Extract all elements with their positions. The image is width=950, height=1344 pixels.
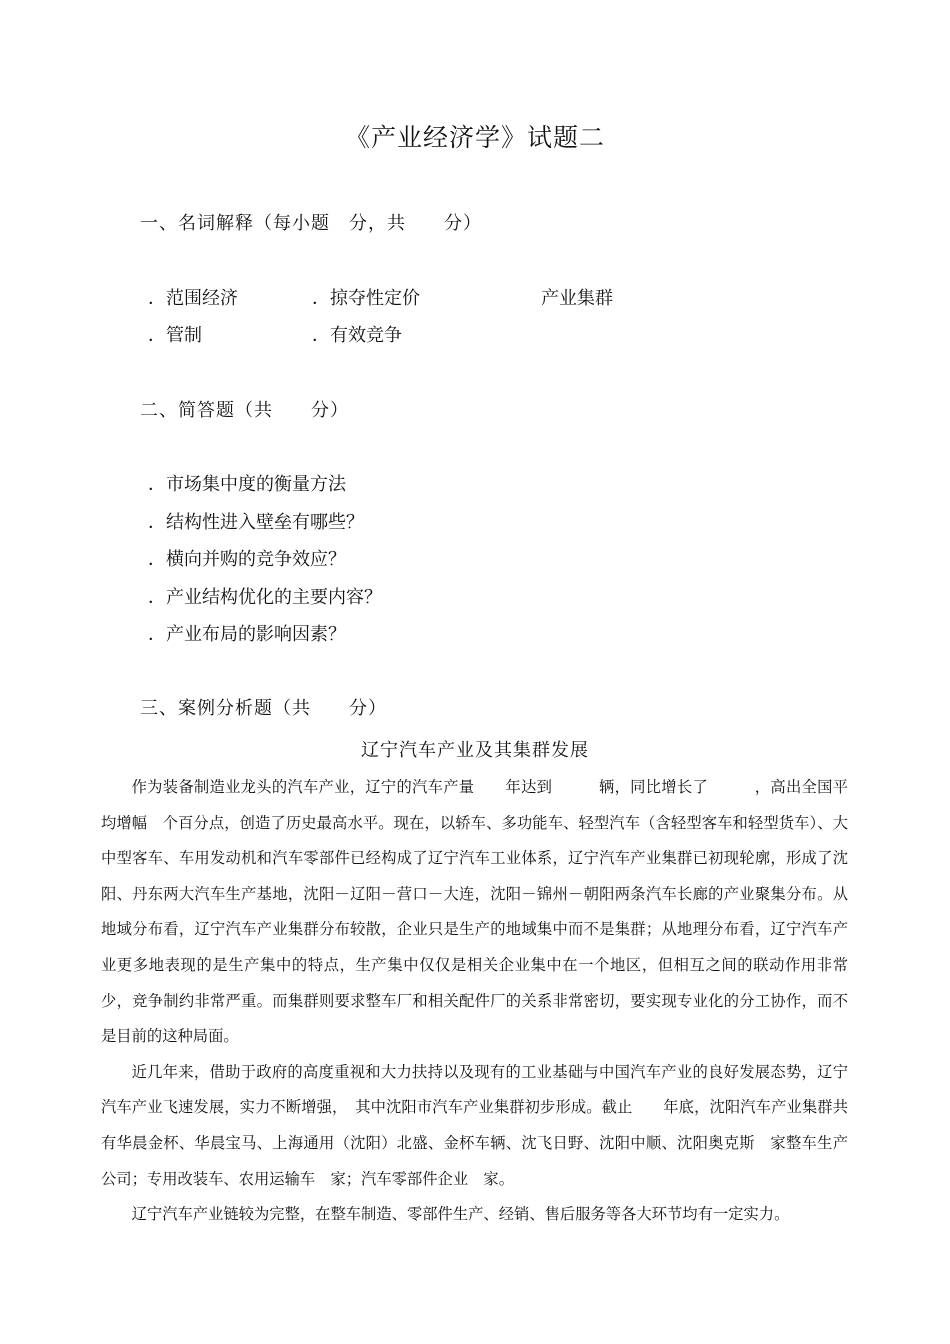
term-item: ．管制: [148, 325, 202, 346]
question-item: ．产业结构优化的主要内容？: [148, 587, 382, 608]
section-heading-short-answer: 二、简答题（共 分）: [140, 400, 349, 421]
question-item: ．结构性进入壁垒有哪些？: [148, 512, 364, 533]
question-item: ．产业布局的影响因素？: [148, 624, 346, 645]
question-item: ．市场集中度的衡量方法: [148, 474, 346, 495]
case-title: 辽宁汽车产业及其集群发展: [361, 740, 589, 761]
document-title: 《产业经济学》试题二: [344, 123, 605, 152]
case-body: [101, 770, 848, 1233]
case-paragraph: 作为装备制造业龙头的汽车产业，辽宁的汽车产量 年达到 辆，同比增长了 ，高出全国平均增幅 个百分点，创造了历史最高水平。现在，以轿车、多功能车、轻型汽车（含轻型客车和轻型货车）、大中型客车、车用发动机和汽车零部件已经构成了辽宁汽车工业体系，辽宁汽车产业集群已初现轮廓，形成了沈阳、丹东两大汽车生产基地，沈阳－辽阳－营口－大连，沈阳－锦州－朝阳两条汽车长廊的产业聚集分布。从地域分布看，辽宁汽车产业集群分布较散，企业只是生产的地域集中而不是集群；从地理分布看，辽宁汽车产业更多地表现的是生产集中的特点，生产集中仅仅是相关企业集中在一个地区，但相互之间的联动作用非常少，竞争制约非常严重。而集群则要求整车厂和相关配件厂的关系非常密切，要实现专业化的分工协作，而不是目前的这种局面。: [101, 778, 848, 1046]
case-paragraph: 辽宁汽车产业链较为完整，在整车制造、零部件生产、经销、售后服务等各大环节均有一定实力。: [131, 1205, 790, 1224]
term-item: ．范围经济: [148, 288, 238, 309]
case-paragraph: 近几年来，借助于政府的高度重视和大力扶持以及现有的工业基础与中国汽车产业的良好发展态势，辽宁汽车产业飞速发展，实力不断增强， 其中沈阳市汽车产业集群初步形成。截止 年底，沈阳汽车产业集群共有华晨金杯、华晨宝马、上海通用（沈阳）北盛、金杯车辆、沈飞日野、沈阳中顺、沈阳奥克斯 家整车生产公司；专用改装车、农用运输车 家；汽车零部件企业 家。: [101, 1062, 848, 1188]
term-item: ．有效竞争: [312, 325, 402, 346]
section-heading-terms: 一、名词解释（每小题 分，共 分）: [140, 213, 482, 234]
question-item: ．横向并购的竞争效应？: [148, 549, 346, 570]
term-item: ．掠夺性定价: [312, 288, 420, 309]
section-heading-case-analysis: 三、案例分析题（共 分）: [140, 698, 387, 719]
term-item: 产业集群: [541, 288, 613, 309]
